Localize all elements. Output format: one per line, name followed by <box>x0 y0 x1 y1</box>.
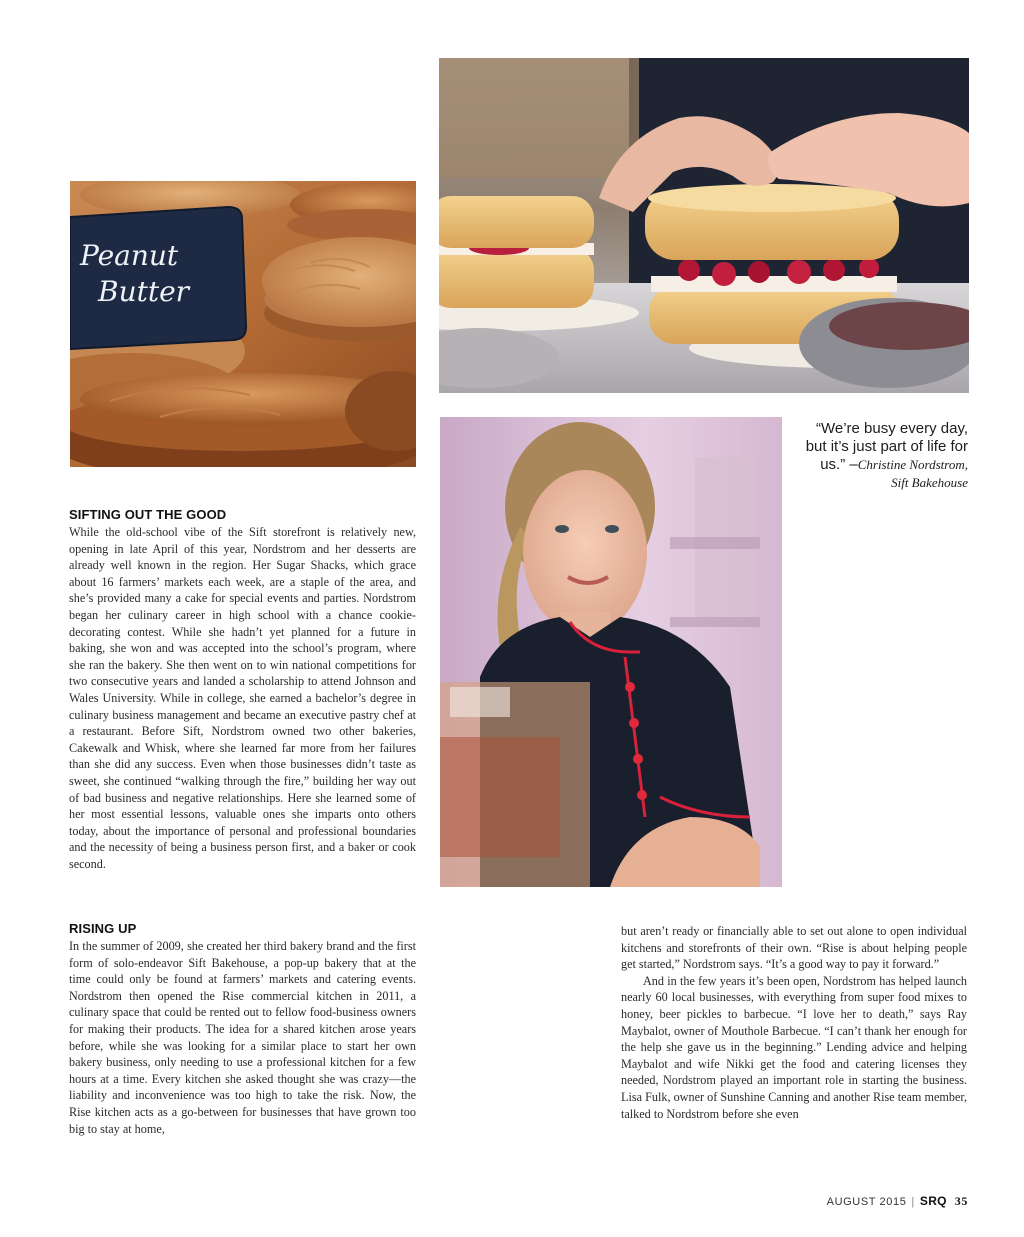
column-2-paragraph-1: but aren’t ready or financially able to set out alone to open individual kitchens and storefronts of their own. “Rise is about helping people get started,” Nordstrom says. “It’s a good way to pay it forward.” <box>621 924 967 972</box>
section-heading-sifting: SIFTING OUT THE GOOD <box>69 507 227 522</box>
section-body-rising: In the summer of 2009, she created her third bakery brand and the first form of solo-endeavor Sift Bakehouse, a pop-up bakery that at the time could only be found at farmers’ markets and catering events. Nordstrom then opened the Rise commercial kitchen in 2011, a culinary space that could be rented out to fellow food-business owners for making their products. The idea for a shared kitchen arose years before, while she was looking for a similar place to start her own bakery business, only needing to use a professional kitchen for a few hours at a time. Every kitchen she asked thought she was crazy—the liability and inconvenience was too high to take the risk. Now, the Rise kitchen acts as a go-between for businesses that have grown too big to stay at home, <box>69 939 416 1136</box>
footer-page-number: 35 <box>954 1194 968 1208</box>
footer-separator: | <box>911 1196 915 1208</box>
sign-text-line-1: Peanut <box>80 239 179 272</box>
sign-text-line-2: Butter <box>98 275 190 308</box>
pull-quote-text: “We’re busy every day, but it’s just part of life for us.” <box>805 420 968 473</box>
column-2-text <box>621 923 967 1122</box>
cake-assembly-photo <box>439 58 969 393</box>
column-2-paragraph-2: And in the few years it’s been open, Nordstrom has helped launch nearly 60 local businesses, with everything from super food mixes to honey, beer pickles to barbecue. “I love her to death,” says Ray Maybalot, owner of Mouthole Barbecue. “I can’t thank her enough for the help she gave us in the beginning.” Lending advice and helping Maybalot and wife Nikki get the food and catering licenses they needed, Nordstrom played an important role in starting the business. Lisa Fulk, owner of Sunshine Canning and another Rise team member, talked to Nordstrom before she even <box>621 973 967 1121</box>
pull-quote-dash: – <box>845 456 858 473</box>
chef-portrait-photo <box>440 417 782 887</box>
footer-magazine-name: SRQ <box>919 1194 947 1208</box>
cookies-photo <box>70 181 416 467</box>
footer-issue-date: AUGUST 2015 <box>826 1196 907 1208</box>
page-footer <box>827 1194 968 1209</box>
section-body-sifting: While the old-school vibe of the Sift storefront is relatively new, opening in late April of this year, Nordstrom and her desserts are already well known in the region. Her Sugar Shacks, which grace about 16 farmers’ markets each week, are a staple of the area, and she’s provided many a cake for special events and parties. Nordstrom began her culinary career in high school with a chance cookie-decorating contest. While she hadn’t yet planned for a future in baking, she won and was accepted into the school’s program, where she ran the bakery. She then went on to win national competitions for two consecutive years and landed a scholarship to attend Johnson and Wales University. While in college, she earned a bachelor’s degree in culinary business management and became an executive pastry chef at a restaurant. Before Sift, Nordstrom owned two other bakeries, Cakewalk and Whisk, where she learned far more from her failures than she did any success. Even when those businesses didn’t taste as sweet, she continued “walking through the fire,” building her way out of bad business and negative relationships. Here she learned some of her most essential lessons, valuable ones she imparts onto others today, about the importance of personal and professional boundaries and the necessity of being a business person first, and a baker or cook second. <box>69 525 416 871</box>
section-heading-rising: RISING UP <box>69 921 137 936</box>
pull-quote-attribution: Christine Nordstrom, Sift Bakehouse <box>857 457 968 490</box>
pull-quote <box>800 420 968 492</box>
